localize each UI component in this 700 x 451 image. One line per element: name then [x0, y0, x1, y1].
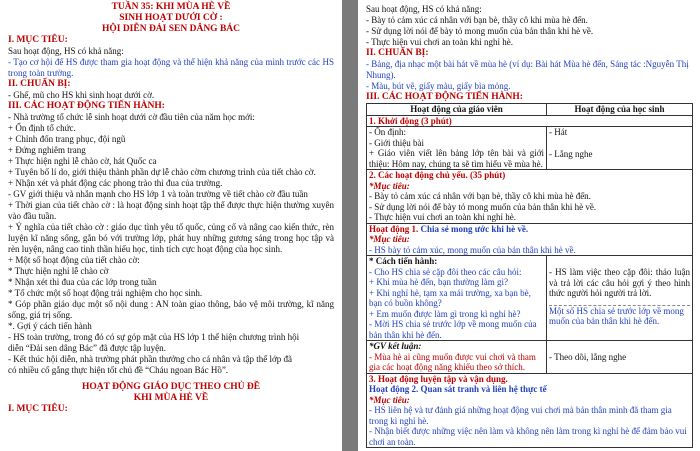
bottom-section-objectives: I. MỤC TIÊU:: [8, 404, 68, 414]
conclusion-label: *GV kết luận:: [369, 341, 422, 351]
activity1-student-line: - HS làm việc theo cặp đôi: thảo luận và trả lời các câu hỏi gợi ý theo hình thức người hỏi người trả lời.: [549, 267, 690, 298]
conclusion-student: [547, 341, 693, 374]
col-teacher-header: Hoạt động của giáo viên: [367, 104, 547, 116]
warmup-teacher-line: - Giới thiệu bài: [369, 137, 424, 148]
activity-line: + Thực hiện nghi lễ chào cờ, hát Quốc ca: [8, 156, 157, 166]
objectives-goal: - Tạo cơ hội để HS được tham gia hoạt động và thể hiện khả năng của mình trước các HS trong toàn trường.: [8, 57, 334, 78]
activity1-teacher-line: + Khi mùa hè đến, bạn thường làm gì?: [369, 277, 508, 287]
practice-cell: [367, 373, 693, 448]
activity-line: + Chỉnh đốn trang phục, đội ngũ: [8, 134, 126, 144]
warmup-header: 1. Khởi động (3 phút): [367, 115, 693, 127]
section-objectives: I. MỤC TIÊU:: [8, 35, 68, 45]
activities-table: [366, 103, 693, 448]
activity-line: * Tổ chức một số hoạt động trải nghiệm cho học sinh.: [8, 288, 203, 298]
activity-line: + Nhận xét và phát động các phong trào thi đua của trường.: [8, 178, 223, 188]
activity1-teacher: [367, 256, 547, 341]
activity1-method-label: * Cách tiến hành:: [369, 256, 438, 266]
activity1-goal-label: *Mục tiêu:: [369, 234, 410, 244]
activity2-goal: - Nhận biết được những việc nên làm và không nên làm trong kì nghỉ hè để đảm bảo vui chơi an toàn.: [369, 426, 687, 447]
right-goal: - Bày tỏ cảm xúc cá nhân với bạn bè, thầy cô khi mùa hè đến.: [366, 15, 588, 25]
preparation-line: - Bảng, địa nhạc một bài hát về mùa hè (ví dụ: Bài hát Mùa hè đến, Sáng tác :Nguyễn Thị Nhung).: [366, 59, 689, 80]
activities-list: [8, 112, 334, 376]
activity-line: * Nhận xét thi đua của các lớp trong tuần: [8, 277, 157, 287]
activity1-teacher-line: + Khi nghỉ hè, tạm xa mái trường, xa bạn bè, bạn có buồn không?: [369, 287, 531, 308]
activity-line: + Ổn định tổ chức.: [8, 123, 76, 133]
activity1-title: Chia sẻ mong ước khi hè về.: [418, 223, 529, 234]
activity1-cell: [367, 223, 693, 256]
warmup-teacher-line: - Ổn định:: [369, 127, 406, 137]
right-intro: Sau hoạt động, HS có khả năng:: [366, 4, 482, 14]
activity1-student: [547, 256, 693, 341]
main-goal-line: - Thực hiện vui chơi an toàn khi nghỉ hè.: [369, 212, 516, 222]
main-activities-cell: [367, 170, 693, 224]
conclusion-student-text: - Theo dõi, lắng nghe: [549, 352, 627, 362]
main-goal-line: - Sử dụng lời nói để bày tỏ mong muốn của bản thân khi hè về.: [369, 201, 597, 212]
warmup-teacher-line: + Giáo viên viết lên bảng lớp tên bài và giới thiệu: Hôm nay, chúng ta sẽ tìm hiểu về mùa hè.: [369, 148, 544, 169]
activity-line: - GV giới thiệu và nhắn mạnh cho HS lớp 1 và toàn trường về tiết chào cờ đầu tuần: [8, 189, 308, 199]
activity-line: có nhiều cố gắng thực hiện tốt chủ đề “Cháu ngoan Bác Hồ”.: [8, 365, 229, 375]
subtitle-flag-ceremony: SINH HOẠT DƯỚI CỜ :: [119, 13, 223, 23]
activity1-label: Hoạt động 1.: [369, 223, 419, 234]
activity2-goal: - HS liên hệ và tư đánh giá những hoạt động vui chơi mà bản thân mình đã tham gia trong kì nghỉ hè.: [369, 405, 672, 426]
objectives-intro: Sau hoạt động, HS có khả năng:: [8, 46, 124, 56]
section-preparation: II. CHUẨN BỊ:: [8, 79, 71, 89]
right-page: [358, 0, 700, 451]
right-section-activities: III. CÁC HOẠT ĐỘNG TIẾN HÀNH:: [366, 92, 523, 102]
activity1-teacher-line: + Em muốn được làm gì trong kì nghỉ hè?: [369, 308, 521, 319]
activity-line: - Kết thúc hội diễn, nhà trường phát phần thưởng cho cá nhân và tập thể lớp đã: [8, 354, 292, 364]
warmup-student-line: - Lắng nghe: [549, 148, 593, 159]
activity-line: + Thời gian của tiết chào cờ : là hoạt động sinh hoạt tập thể được thực hiện thường xuyên vào đầu tuần.: [8, 200, 334, 221]
activity-line: *. Gợi ý cách tiến hành: [8, 321, 92, 331]
activity-line: - Nhà trường tổ chức lễ sinh hoạt dưới cờ đầu tiên của năm học mới:: [8, 112, 255, 122]
activity-line: + Một số hoạt động của tiết chào cờ:: [8, 255, 140, 265]
right-section-preparation: II. CHUẨN BỊ:: [366, 48, 429, 58]
conclusion-text: - Mùa hè ai cũng muốn được vui chơi và tham gia các hoạt động năng khiếu theo sở thích.: [369, 351, 536, 372]
bottom-title: HOẠT ĐỘNG GIÁO DỤC THEO CHỦ ĐỀ: [81, 382, 261, 392]
preparation-text: - Ghế, mũ cho HS khi sinh hoạt dưới cờ.: [8, 90, 155, 100]
activity-line: + Ý nghĩa của tiết chào cờ : giáo dục tình yêu tổ quốc, củng cố và nâng cao kiến thức, rèn luyện kĩ năng sống, gắn bó với trường lớp, phát huy những gương sáng trong học tập và rèn luyện, nâng cao tinh thần hiếu học, tinh tích cực hoạt động của học sinh.: [8, 222, 334, 254]
activity-line: * Góp phần giáo dục một số nội dung : AN toàn giao thông, bảo vệ môi trường, kĩ năng sống, giá trị sống.: [8, 299, 334, 320]
main-goal-label: *Mục tiêu:: [369, 180, 410, 191]
practice-header: 3. Hoạt động luyện tập và vận dụng.: [369, 373, 508, 384]
warmup-student: [547, 127, 693, 170]
conclusion-teacher: [367, 341, 547, 374]
activity1-teacher-line: - Mời HS chia sẻ trước lớp về mong muốn của bản thân khi hè đến.: [369, 319, 537, 340]
right-goal: - Sử dụng lời nói để bày tỏ mong muốn của bản thân khi hè về.: [366, 26, 594, 36]
right-goal: - Thực hiện vui chơi an toàn khi nghỉ hè.: [366, 37, 513, 47]
activity-line: * Thực hiện nghi lễ chào cờ: [8, 266, 109, 276]
activity-line: diễn “Đải sen dâng Bác” đã được tập luyện.: [8, 343, 166, 353]
activity1-student-line: Một số HS chia sẻ trước lớp về mong muốn của bản thân khi hè đến.: [549, 305, 690, 327]
activity-line: + Tuyên bố lí do, giới thiệu thành phần dự lễ chào cờm chương trình của tiết chào cờ.: [8, 167, 316, 177]
main-goal-line: - Bày tỏ cảm xúc cá nhân với bạn bè, thầy cô khi mùa hè đến.: [369, 191, 591, 201]
preparation-line: - Màu, bút vẽ, giấy màu, giấy bìa mỏng.: [366, 81, 511, 91]
warmup-teacher: [367, 127, 547, 170]
section-activities: III. CÁC HOẠT ĐỘNG TIẾN HÀNH:: [8, 101, 165, 111]
col-student-header: Hoạt động của học sinh: [547, 104, 693, 116]
main-activities-header: 2. Các hoạt động chủ yếu. (35 phút): [369, 170, 506, 180]
activity-line: + Đứng nghiêm trang: [8, 145, 86, 155]
activity2-header: Hoạt động 2. Quan sát tranh và liên hệ thực tế: [369, 384, 547, 394]
warmup-student-line: - Hát: [549, 127, 568, 137]
week-title: TUẦN 35: KHI MÙA HÈ VỀ: [111, 2, 231, 12]
activity1-teacher-line: - Cho HS chia sẻ cặp đôi theo các câu hỏi:: [369, 266, 522, 277]
activity1-goal: - HS bày tỏ cảm xúc, mong muốn của bản thân khi hè về.: [369, 244, 576, 255]
activity2-goal-label: *Mục tiêu:: [369, 394, 410, 405]
activity-line: - HS toàn trường, trong đó có sự góp mặt của HS lớp 1 thể hiện chương trình hội: [8, 332, 300, 342]
subtitle-performance: HỘI DIỄN ĐẢI SEN DÂNG BÁC: [101, 24, 241, 34]
left-page: [0, 0, 342, 451]
bottom-subtitle: KHI MÙA HÈ VỀ: [133, 393, 209, 403]
